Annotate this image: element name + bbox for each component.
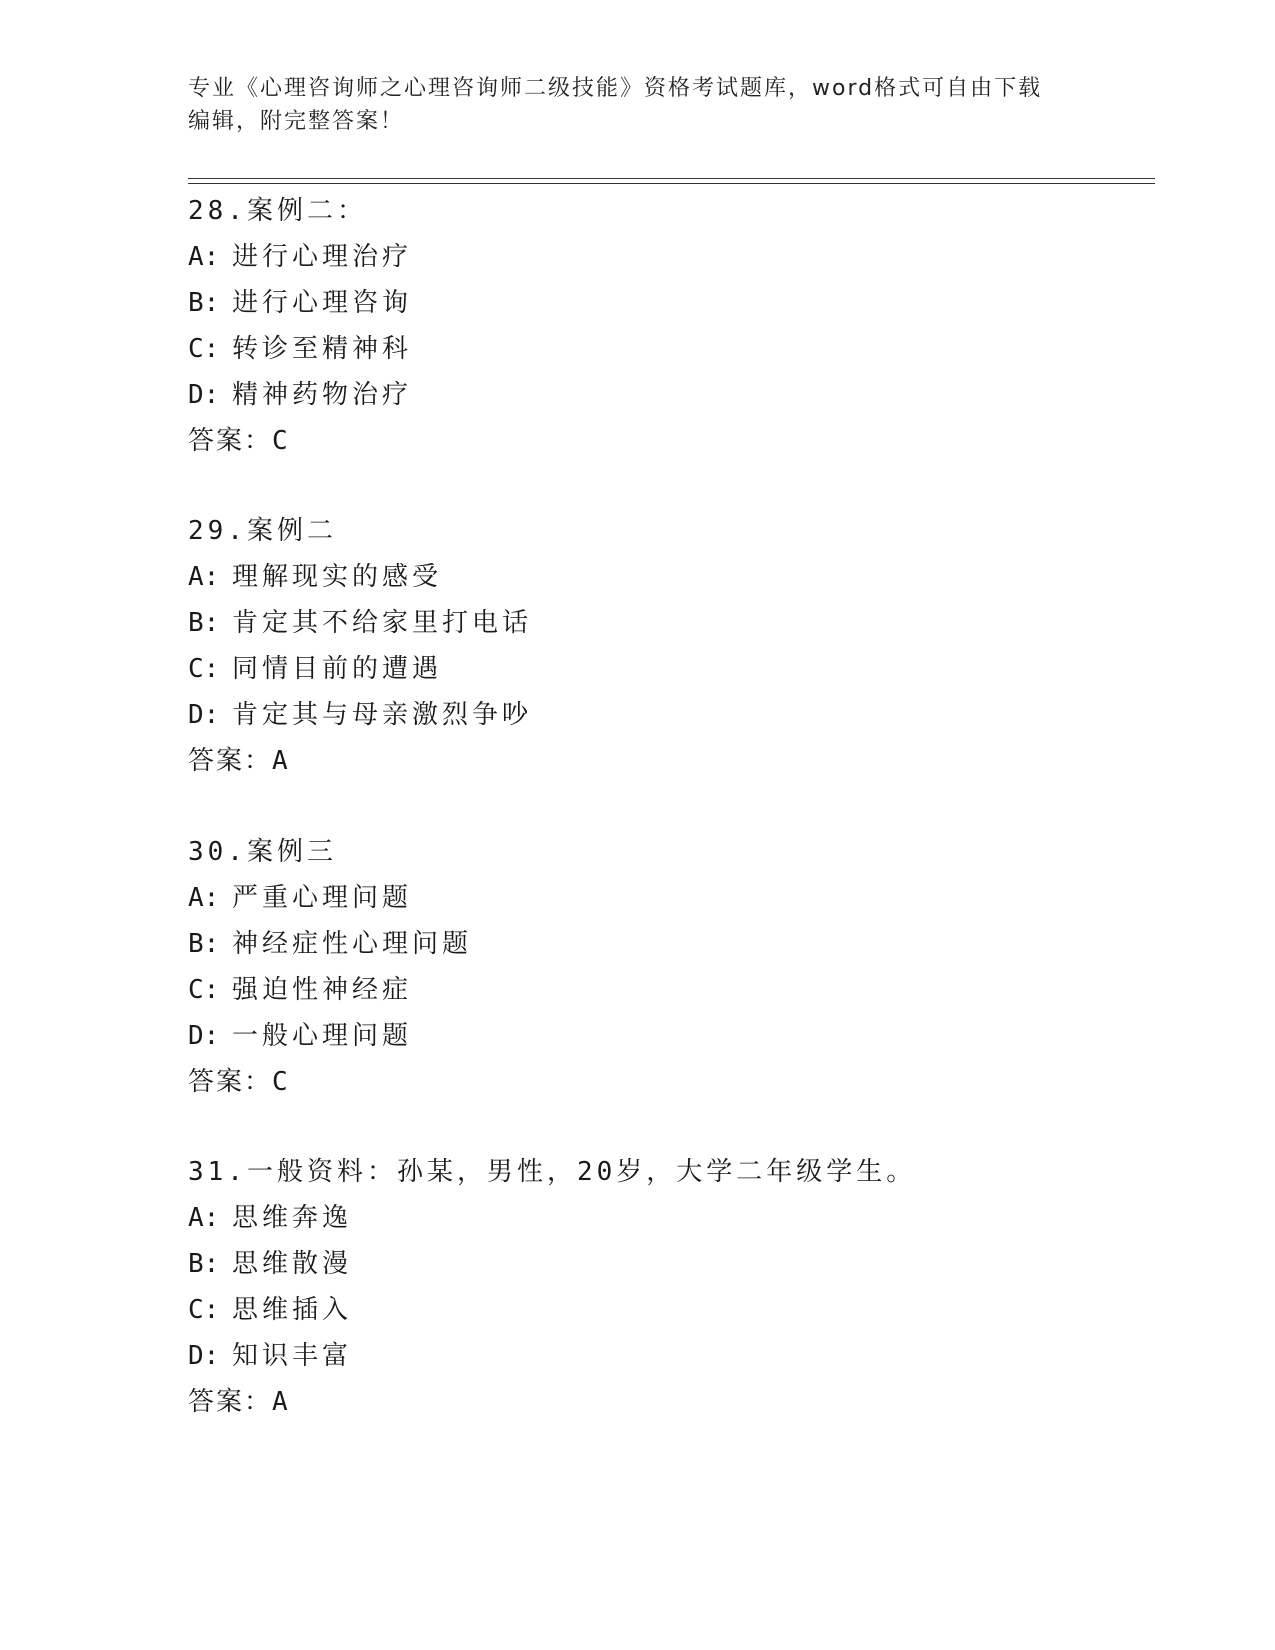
header-line-1: 专业《心理咨询师之心理咨询师二级技能》资格考试题库，word格式可自由下载 — [188, 76, 1043, 101]
answer-label: 答案： — [188, 426, 273, 456]
answer-value: A — [272, 1387, 290, 1417]
option-text: 转诊至精神科 — [232, 334, 413, 364]
option-key: A: — [188, 562, 220, 592]
option-key: A: — [188, 242, 220, 272]
option-key: B: — [188, 929, 220, 959]
document-header — [188, 72, 1088, 138]
answer-line — [188, 738, 1148, 784]
option-key: D: — [188, 1021, 220, 1051]
option-key: A: — [188, 883, 220, 913]
question-block — [188, 188, 1148, 464]
answer-label: 答案： — [188, 746, 273, 776]
option-a — [188, 234, 1148, 280]
option-text: 进行心理治疗 — [232, 242, 413, 272]
option-text: 神经症性心理问题 — [232, 929, 473, 959]
option-key: B: — [188, 288, 220, 318]
option-text: 理解现实的感受 — [232, 562, 443, 592]
option-key: C: — [188, 975, 220, 1005]
option-text: 思维散漫 — [232, 1249, 353, 1279]
header-divider-top — [188, 178, 1155, 179]
option-b — [188, 280, 1148, 326]
option-d — [188, 692, 1148, 738]
option-key: D: — [188, 1341, 220, 1371]
answer-value: A — [272, 746, 290, 776]
option-text: 精神药物治疗 — [232, 380, 413, 410]
option-c — [188, 1287, 1148, 1333]
answer-label: 答案： — [188, 1067, 273, 1097]
option-key: C: — [188, 1295, 220, 1325]
option-key: B: — [188, 1249, 220, 1279]
option-a — [188, 1195, 1148, 1241]
option-b — [188, 600, 1148, 646]
option-d — [188, 1333, 1148, 1379]
option-b — [188, 921, 1148, 967]
option-key: A: — [188, 1203, 220, 1233]
option-text: 思维奔逸 — [232, 1203, 353, 1233]
option-d — [188, 1013, 1148, 1059]
question-stem: 30.案例三 — [188, 837, 337, 867]
header-divider-bottom — [188, 183, 1155, 184]
question-block — [188, 829, 1148, 1105]
option-text: 同情目前的遭遇 — [232, 654, 443, 684]
question-block — [188, 508, 1148, 784]
option-key: C: — [188, 334, 220, 364]
option-key: D: — [188, 380, 220, 410]
option-text: 严重心理问题 — [232, 883, 413, 913]
answer-line — [188, 1379, 1148, 1425]
option-text: 思维插入 — [232, 1295, 353, 1325]
option-text: 肯定其不给家里打电话 — [232, 608, 533, 638]
option-c — [188, 967, 1148, 1013]
question-stem: 31.一般资料：孙某，男性，20岁，大学二年级学生。 — [188, 1157, 917, 1187]
option-c — [188, 326, 1148, 372]
option-key: B: — [188, 608, 220, 638]
question-stem: 29.案例二 — [188, 516, 337, 546]
answer-line — [188, 418, 1148, 464]
option-text: 知识丰富 — [232, 1341, 353, 1371]
question-stem: 28.案例二： — [188, 196, 367, 226]
answer-line — [188, 1059, 1148, 1105]
question-block — [188, 1149, 1148, 1425]
option-text: 一般心理问题 — [232, 1021, 413, 1051]
option-a — [188, 875, 1148, 921]
header-line-2: 编辑，附完整答案！ — [188, 109, 405, 134]
option-key: C: — [188, 654, 220, 684]
option-d — [188, 372, 1148, 418]
option-text: 进行心理咨询 — [232, 288, 413, 318]
answer-value: C — [272, 426, 290, 456]
answer-label: 答案： — [188, 1387, 273, 1417]
option-text: 强迫性神经症 — [232, 975, 413, 1005]
option-key: D: — [188, 700, 220, 730]
option-text: 肯定其与母亲激烈争吵 — [232, 700, 533, 730]
option-c — [188, 646, 1148, 692]
option-a — [188, 554, 1148, 600]
answer-value: C — [272, 1067, 290, 1097]
option-b — [188, 1241, 1148, 1287]
